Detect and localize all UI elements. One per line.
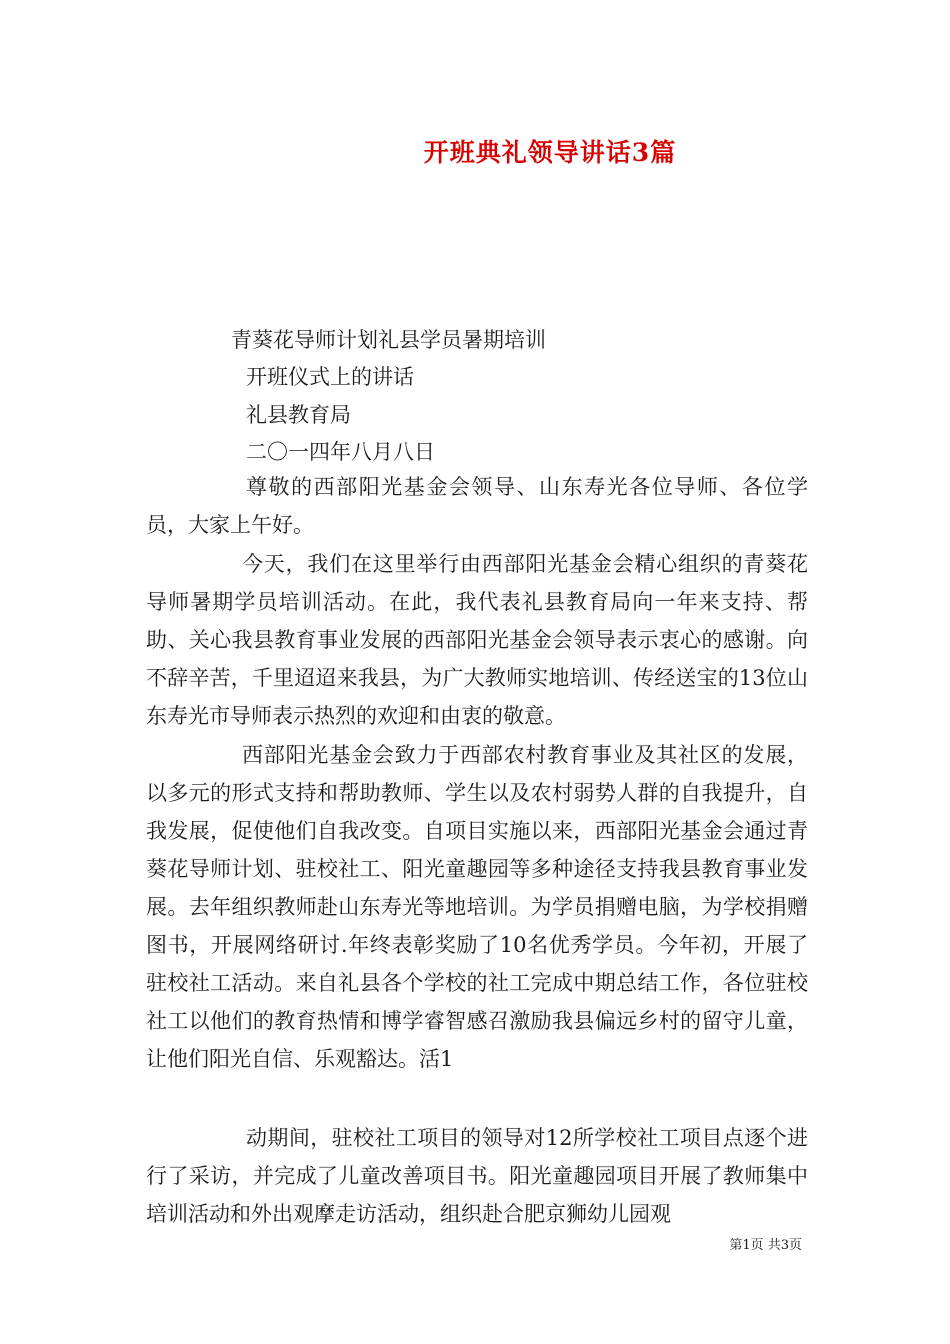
header-line-2: 开班仪式上的讲话 [246, 365, 414, 389]
body-paragraph-2: 今天，我们在这里举行由西部阳光基金会精心组织的青葵花导师暑期学员培训活动。在此，我代表礼县教育局向一年来支持、帮助、关心我县教育事业发展的西部阳光基金会领导表示衷心的感谢。向不辞辛苦，千里迢迢来我县，为广大教师实地培训、传经送宝的13位山东寿光市导师表示热烈的欢迎和由衷的敬意。 [146, 552, 808, 728]
document-title: 开班典礼领导讲话3篇 [423, 138, 677, 167]
header-line-1: 青葵花导师计划礼县学员暑期培训 [231, 328, 546, 352]
body-paragraph-3: 西部阳光基金会致力于西部农村教育事业及其社区的发展，以多元的形式支持和帮助教师、学生以及农村弱势人群的自我提升，自我发展，促使他们自我改变。自项目实施以来，西部阳光基金会通过青葵花导师计划、驻校社工、阳光童趣园等多种途径支持我县教育事业发展。去年组织教师赴山东寿光等地培训。为学员捐赠电脑，为学校捐赠图书，开展网络研讨.年终表彰奖励了10名优秀学员。今年初，开展了驻校社工活动。来自礼县各个学校的社工完成中期总结工作，各位驻校社工以他们的教育热情和博学睿智感召激励我县偏远乡村的留守儿童，让他们阳光自信、乐观豁达。活1 [146, 743, 808, 1071]
header-line-4: 二〇一四年八月八日 [246, 440, 435, 464]
body-paragraph-1: 尊敬的西部阳光基金会领导、山东寿光各位导师、各位学员，大家上午好。 [146, 475, 808, 537]
body-paragraph-4: 动期间，驻校社工项目的领导对12所学校社工项目点逐个进行了采访，并完成了儿童改善项目书。阳光童趣园项目开展了教师集中培训活动和外出观摩走访活动，组织赴合肥京狮幼儿园观 [146, 1126, 808, 1226]
page-footer: 第1页 共3页 [729, 1238, 802, 1253]
header-line-3: 礼县教育局 [246, 403, 351, 427]
